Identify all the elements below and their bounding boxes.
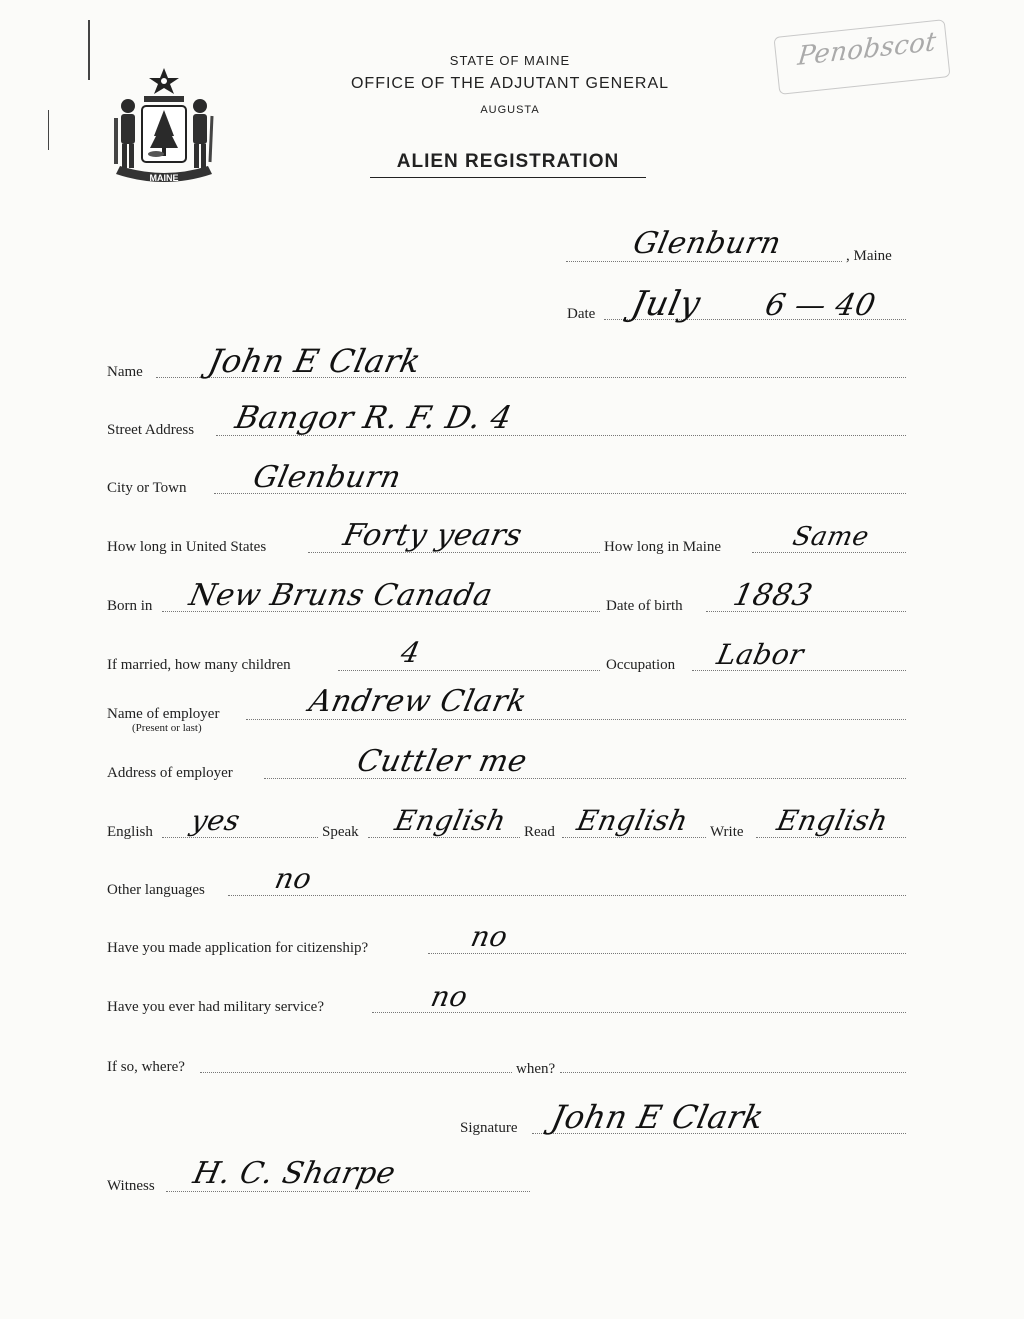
speak-label: Speak — [322, 824, 359, 840]
military-label: Have you ever had military service? — [107, 999, 324, 1015]
born-in-label: Born in — [107, 598, 153, 614]
employer-address-label: Address of employer — [107, 765, 233, 781]
signature-label: Signature — [460, 1120, 518, 1136]
state-heading: STATE OF MAINE — [449, 53, 571, 68]
speak-line — [368, 837, 520, 838]
if-so-where-label: If so, where? — [107, 1059, 185, 1075]
date-label: Date — [567, 306, 596, 322]
county-stamp — [773, 19, 950, 95]
occupation-label: Occupation — [606, 657, 676, 673]
scan-edge-mark — [88, 20, 90, 80]
town-value: Glenburn — [630, 226, 785, 261]
read-line — [562, 837, 706, 838]
english-value: yes — [188, 804, 244, 837]
employer-name-line — [246, 719, 906, 720]
write-label: Write — [710, 824, 744, 840]
street-label: Street Address — [107, 422, 195, 438]
date-of-birth-value: 1883 — [730, 578, 816, 613]
other-languages-label: Other languages — [107, 882, 205, 898]
english-line — [162, 837, 318, 838]
county-stamp-text: Penobscot — [796, 26, 938, 72]
how-long-maine-line — [752, 552, 906, 553]
name-value: John E Clark — [205, 342, 425, 380]
occupation-value: Labor — [714, 638, 807, 671]
write-line — [756, 837, 906, 838]
married-children-line — [338, 670, 600, 671]
date-day-year-value: 6 — 40 — [762, 288, 879, 323]
employer-name-label: Name of employer — [107, 706, 220, 722]
employer-note: (Present or last) — [132, 722, 202, 734]
when-line — [560, 1072, 906, 1073]
witness-value: H. C. Sharpe — [190, 1156, 399, 1191]
witness-line — [166, 1191, 530, 1192]
office-heading: OFFICE OF THE ADJUTANT GENERAL — [350, 75, 670, 92]
citizenship-value: no — [468, 920, 511, 953]
street-value: Bangor R. F. D. 4 — [232, 400, 516, 436]
read-label: Read — [524, 824, 555, 840]
read-value: English — [574, 804, 692, 837]
city-town-label: City or Town — [107, 480, 187, 496]
town-line — [566, 261, 842, 262]
speak-value: English — [392, 804, 510, 837]
city-heading: AUGUSTA — [480, 104, 540, 116]
how-long-us-label: How long in United States — [107, 539, 267, 555]
name-label: Name — [107, 364, 143, 380]
married-children-label: If married, how many children — [107, 657, 291, 673]
form-title: ALIEN REGISTRATION — [396, 151, 620, 172]
other-languages-value: no — [272, 862, 315, 895]
when-label: when? — [516, 1061, 556, 1077]
scan-edge-mark — [48, 110, 49, 150]
how-long-maine-label: How long in Maine — [604, 539, 722, 555]
date-month-value: July — [628, 284, 705, 324]
how-long-maine-value: Same — [790, 522, 872, 552]
seal-lettering: MAINE — [149, 173, 179, 183]
maine-label: , Maine — [846, 248, 892, 264]
how-long-us-value: Forty years — [340, 518, 526, 553]
military-value: no — [428, 980, 471, 1013]
if-so-where-line — [200, 1072, 512, 1073]
english-label: English — [107, 824, 153, 840]
city-town-value: Glenburn — [250, 460, 405, 495]
date-of-birth-label: Date of birth — [606, 598, 683, 614]
signature-value: John E Clark — [548, 1098, 768, 1136]
form-title-rule — [370, 177, 646, 178]
write-value: English — [774, 804, 892, 837]
born-in-value: New Bruns Canada — [186, 578, 496, 613]
children-value: 4 — [398, 636, 424, 669]
witness-label: Witness — [107, 1178, 155, 1194]
employer-name-value: Andrew Clark — [306, 684, 530, 719]
maine-state-seal — [108, 62, 220, 192]
citizenship-line — [428, 953, 906, 954]
employer-address-value: Cuttler me — [354, 744, 531, 779]
citizenship-label: Have you made application for citizenship? — [107, 940, 369, 956]
other-languages-line — [228, 895, 906, 896]
